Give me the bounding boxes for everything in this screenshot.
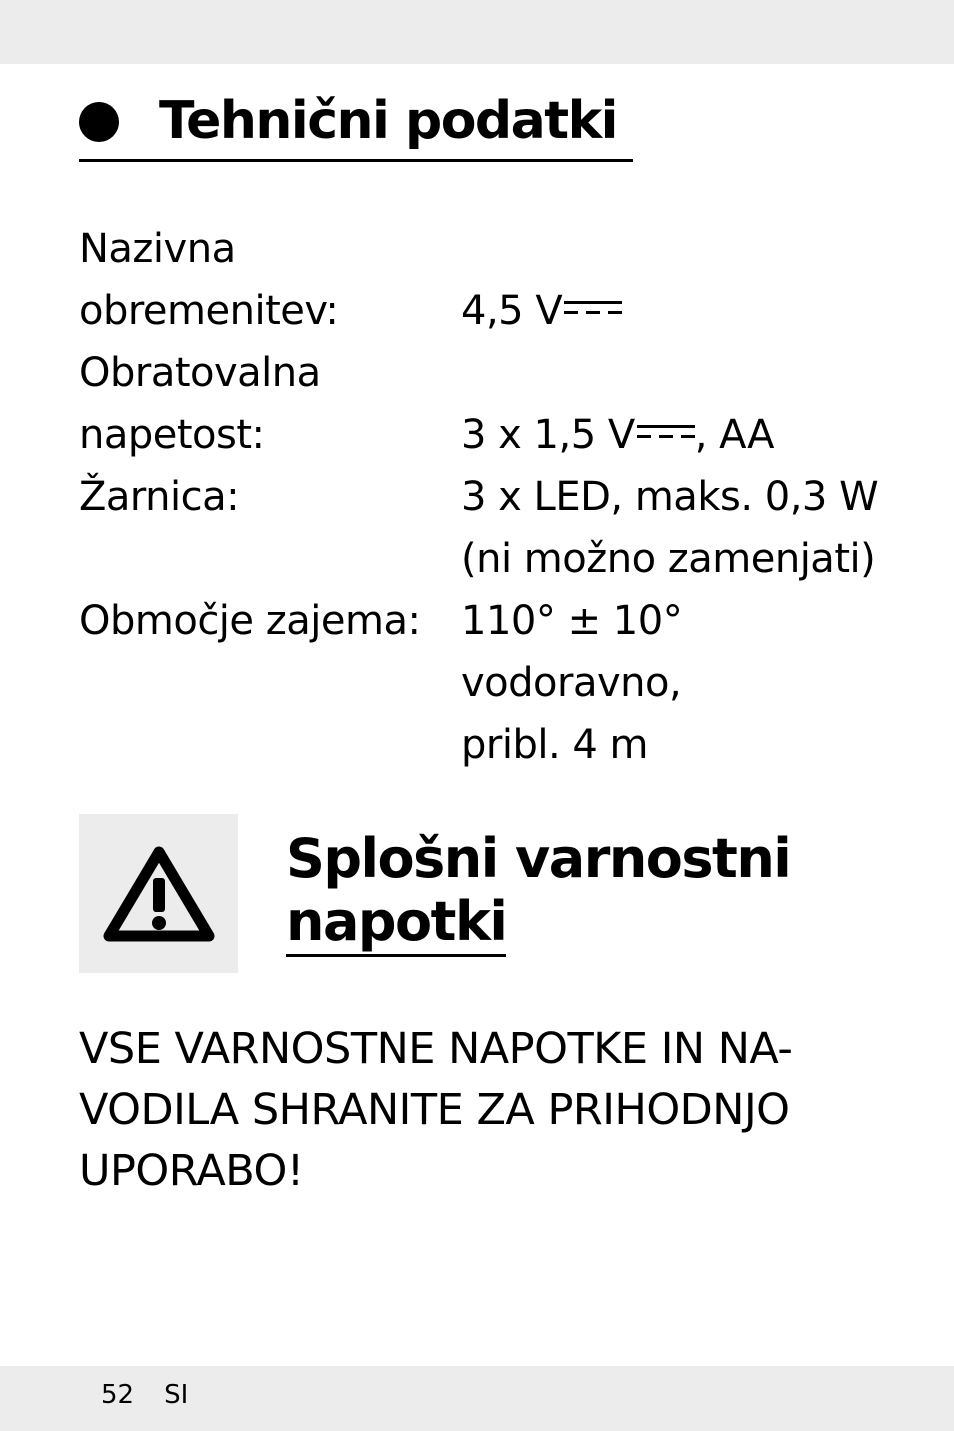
- technical-data-title: Tehnični podatki: [159, 91, 617, 151]
- warning-triangle-icon: [101, 844, 217, 944]
- spec-row-bulb-2: [0, 528, 954, 590]
- spec-row-operating-voltage-1: [0, 342, 954, 404]
- rated-load-value-cell: [461, 280, 622, 342]
- spec-row-detection-3: [0, 714, 954, 776]
- operating-voltage-suffix: , AA: [694, 412, 775, 458]
- technical-data-heading: [79, 88, 633, 162]
- notice-line-2: VODILA SHRANITE ZA PRIHODNJO: [79, 1085, 790, 1135]
- page-footer: [101, 1378, 188, 1412]
- spec-row-detection-1: [0, 590, 954, 652]
- rated-load-value: 4,5 V: [461, 288, 563, 334]
- dc-symbol-icon: [637, 422, 695, 442]
- safety-title-line-1: Splošni varnostni: [286, 827, 791, 890]
- page-number: 52: [101, 1380, 135, 1410]
- language-code: SI: [164, 1380, 189, 1410]
- bulb-value-1: 3 x LED, maks. 0,3 W: [461, 474, 879, 520]
- rated-load-label-1: Nazivna: [79, 226, 236, 272]
- dc-symbol-icon: [564, 298, 622, 318]
- spec-row-bulb-1: [0, 466, 954, 528]
- detection-label: Območje zajema:: [79, 598, 421, 644]
- operating-voltage-label-2: napetost:: [79, 412, 265, 458]
- rated-load-label-2: obremenitev:: [79, 288, 339, 334]
- spec-row-rated-load-1: [0, 218, 954, 280]
- bulb-value-2: (ni možno zamenjati): [461, 536, 876, 582]
- operating-voltage-label-1: Obratovalna: [79, 350, 321, 396]
- operating-voltage-value-cell: [461, 404, 774, 466]
- safety-heading: [286, 828, 790, 957]
- notice-line-3: UPORABO!: [79, 1146, 304, 1196]
- spec-row-detection-2: [0, 652, 954, 714]
- safety-notice: [79, 1019, 879, 1202]
- operating-voltage-value: 3 x 1,5 V: [461, 412, 635, 458]
- detection-value-2: vodoravno,: [461, 660, 682, 706]
- spec-row-rated-load-2: [0, 280, 954, 342]
- bullet-icon: [79, 102, 119, 142]
- safety-title-line-2: napotki: [286, 890, 506, 957]
- spec-row-operating-voltage-2: [0, 404, 954, 466]
- bulb-label: Žarnica:: [79, 474, 240, 520]
- detection-value-1: 110° ± 10°: [461, 598, 683, 644]
- warning-box: [79, 814, 238, 973]
- detection-value-3: pribl. 4 m: [461, 722, 649, 768]
- top-band: [0, 0, 954, 64]
- notice-line-1: VSE VARNOSTNE NAPOTKE IN NA-: [79, 1024, 793, 1074]
